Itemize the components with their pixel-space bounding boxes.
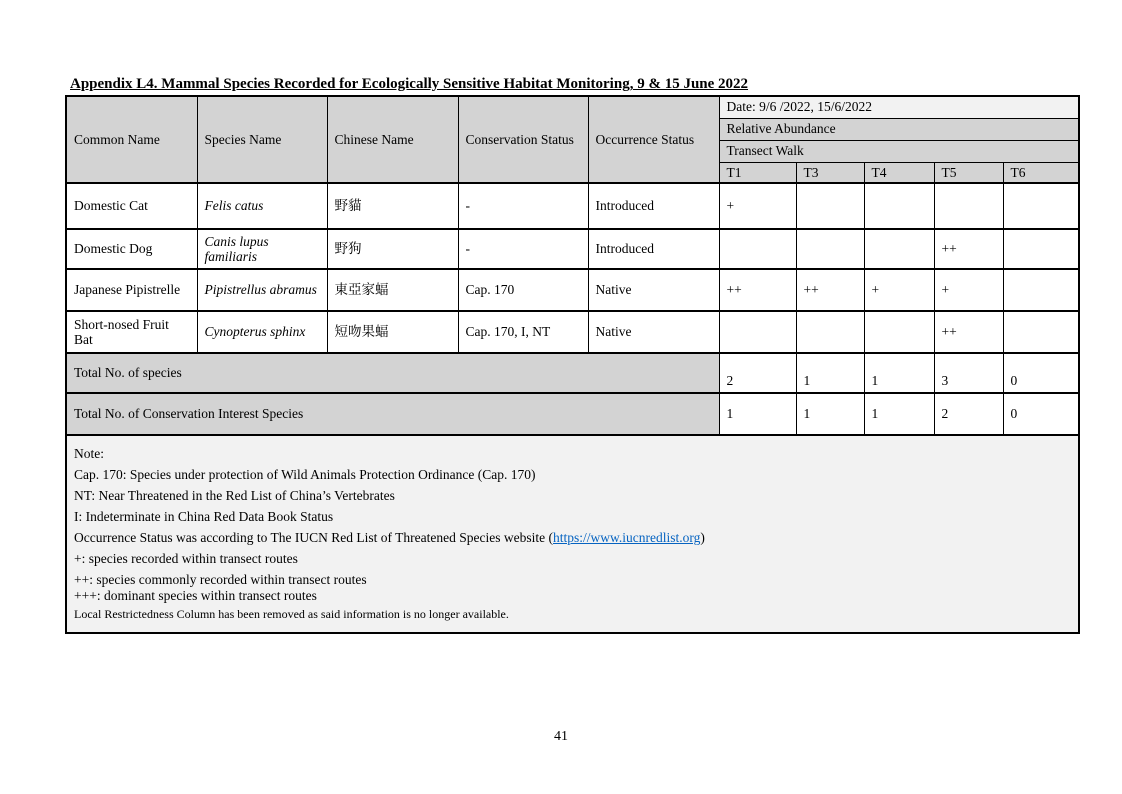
header-transect-t1: T1 [719,162,796,183]
cell-occurrence-status: Introduced [588,229,719,269]
total-species-t3: 1 [796,353,864,393]
cell-occurrence-status: Introduced [588,183,719,229]
header-transect-t3: T3 [796,162,864,183]
table-row-japanese-pipistrelle [66,269,1079,311]
cell-abundance-t1: ++ [719,269,796,311]
cell-species-name: Felis catus [197,183,327,229]
cell-common-name: Japanese Pipistrelle [66,269,197,311]
cell-abundance-t1 [719,311,796,353]
cell-abundance-t1: + [719,183,796,229]
table-row-domestic-cat [66,183,1079,229]
total-conservation-t1: 1 [719,393,796,435]
cell-conservation-status: - [458,183,588,229]
cell-occurrence-status: Native [588,311,719,353]
total-conservation-t5: 2 [934,393,1003,435]
total-conservation-label: Total No. of Conservation Interest Species [66,393,719,435]
header-date: Date: 9/6 /2022, 15/6/2022 [719,96,1079,118]
header-relative-abundance: Relative Abundance [719,118,1079,140]
total-species-t6: 0 [1003,353,1079,393]
total-conservation-t3: 1 [796,393,864,435]
cell-abundance-t3 [796,229,864,269]
note-occurrence-suffix: ) [700,530,705,546]
note-nt: NT: Near Threatened in the Red List of China’s Vertebrates [74,488,395,504]
total-species-t5: 3 [934,353,1003,393]
header-transect-walk: Transect Walk [719,140,1079,162]
page-title: Appendix L4. Mammal Species Recorded for Ecologically Sensitive Habitat Monitoring, 9 & 15 June 2022 [70,76,749,92]
cell-abundance-t6 [1003,311,1079,353]
cell-abundance-t4: + [864,269,934,311]
header-conservation-status: Conservation Status [458,96,588,183]
cell-occurrence-status: Native [588,269,719,311]
cell-abundance-t5: ++ [934,311,1003,353]
cell-conservation-status: Cap. 170 [458,269,588,311]
note-heading: Note: [74,446,104,462]
cell-abundance-t3 [796,311,864,353]
note-plus-plus: ++: species commonly recorded within transect routes [74,572,367,588]
cell-abundance-t5 [934,183,1003,229]
cell-common-name: Domestic Dog [66,229,197,269]
page-number: 41 [554,729,568,744]
cell-abundance-t6 [1003,229,1079,269]
cell-conservation-status: Cap. 170, I, NT [458,311,588,353]
note-plus-plus-plus: +++: dominant species within transect routes [74,588,317,604]
cell-abundance-t5: ++ [934,229,1003,269]
note-local-restrictedness: Local Restrictedness Column has been removed as said information is no longer available. [74,607,509,622]
note-indeterminate: I: Indeterminate in China Red Data Book Status [74,509,334,525]
cell-species-name: Pipistrellus abramus [197,269,327,311]
note-occurrence-prefix: Occurrence Status was according to The IUCN Red List of Threatened Species website ( [74,530,553,546]
header-species-name: Species Name [197,96,327,183]
cell-species-name: Canis lupus familiaris [197,229,327,269]
table-row-short-nosed-fruit-bat [66,311,1079,353]
cell-abundance-t6 [1003,269,1079,311]
table-row-total-conservation [66,393,1079,435]
cell-species-name: Cynopterus sphinx [197,311,327,353]
total-species-t4: 1 [864,353,934,393]
header-transect-t5: T5 [934,162,1003,183]
cell-chinese-name: 東亞家蝠 [327,269,458,311]
total-conservation-t6: 0 [1003,393,1079,435]
header-occurrence-status: Occurrence Status [588,96,719,183]
total-conservation-t4: 1 [864,393,934,435]
total-species-label: Total No. of species [66,353,719,393]
cell-abundance-t6 [1003,183,1079,229]
cell-abundance-t5: + [934,269,1003,311]
table-row-domestic-dog [66,229,1079,269]
header-transect-t4: T4 [864,162,934,183]
cell-chinese-name: 短吻果蝠 [327,311,458,353]
cell-abundance-t3: ++ [796,269,864,311]
cell-abundance-t3 [796,183,864,229]
cell-abundance-t4 [864,229,934,269]
note-cap170: Cap. 170: Species under protection of Wild Animals Protection Ordinance (Cap. 170) [74,467,536,483]
header-transect-t6: T6 [1003,162,1079,183]
table-row-notes [66,435,1079,633]
cell-abundance-t4 [864,183,934,229]
cell-chinese-name: 野貓 [327,183,458,229]
header-chinese-name: Chinese Name [327,96,458,183]
cell-abundance-t1 [719,229,796,269]
cell-conservation-status: - [458,229,588,269]
notes-section [66,435,1079,633]
cell-chinese-name: 野狗 [327,229,458,269]
iucn-redlist-link[interactable]: https://www.iucnredlist.org [552,530,701,546]
note-occurrence-status [74,530,1071,546]
note-plus: +: species recorded within transect routes [74,551,298,567]
header-common-name: Common Name [66,96,197,183]
cell-common-name: Domestic Cat [66,183,197,229]
species-table [65,95,1080,634]
table-row-total-species [66,353,1079,393]
cell-abundance-t4 [864,311,934,353]
cell-common-name: Short-nosed Fruit Bat [66,311,197,353]
total-species-t1: 2 [719,353,796,393]
